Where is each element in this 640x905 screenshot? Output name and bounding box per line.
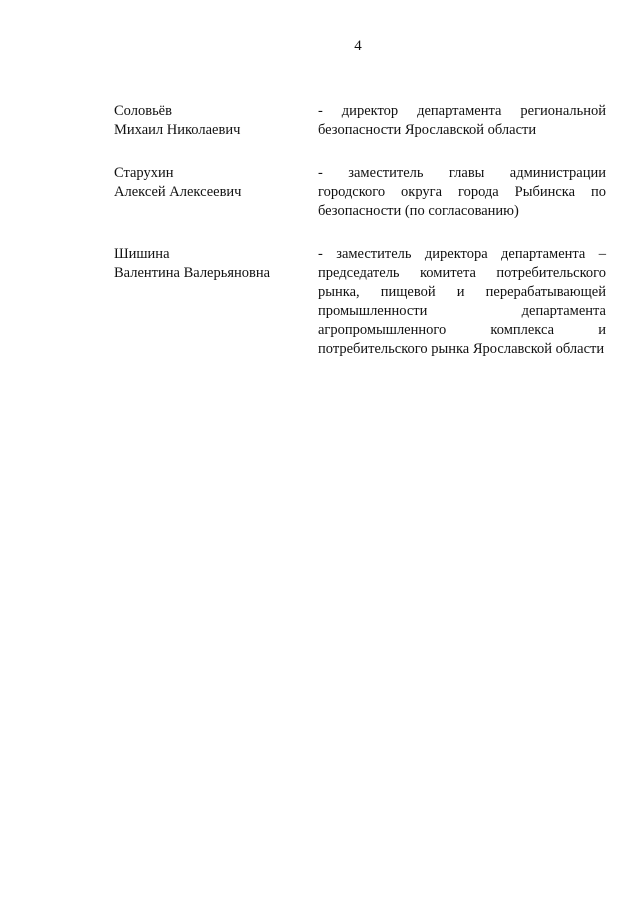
person-given-names: Валентина Валерьяновна	[114, 265, 271, 281]
person-surname: Старухин	[114, 165, 174, 181]
person-given-names: Алексей Алексеевич	[114, 184, 242, 200]
person-surname: Соловьёв	[114, 103, 172, 119]
person-role: - заместитель директора департамента – председатель комитета потребительского рынка, пищевой и перерабатывающей промышленности департамента агропромышленного комплекса и потребительского рынка Ярославской области	[318, 246, 606, 357]
person-name	[114, 164, 318, 202]
roster-list	[114, 102, 606, 359]
roster-entry	[114, 245, 606, 359]
person-given-names: Михаил Николаевич	[114, 122, 241, 138]
person-name	[114, 245, 318, 283]
page-number: 4	[354, 38, 362, 54]
person-role: - директор департамента региональной безопасности Ярославской области	[318, 103, 606, 138]
person-surname: Шишина	[114, 246, 170, 262]
person-role: - заместитель главы администрации городского округа города Рыбинска по безопасности (по согласованию)	[318, 165, 606, 219]
person-name	[114, 102, 318, 140]
roster-entry	[114, 102, 606, 140]
roster-entry	[114, 164, 606, 221]
